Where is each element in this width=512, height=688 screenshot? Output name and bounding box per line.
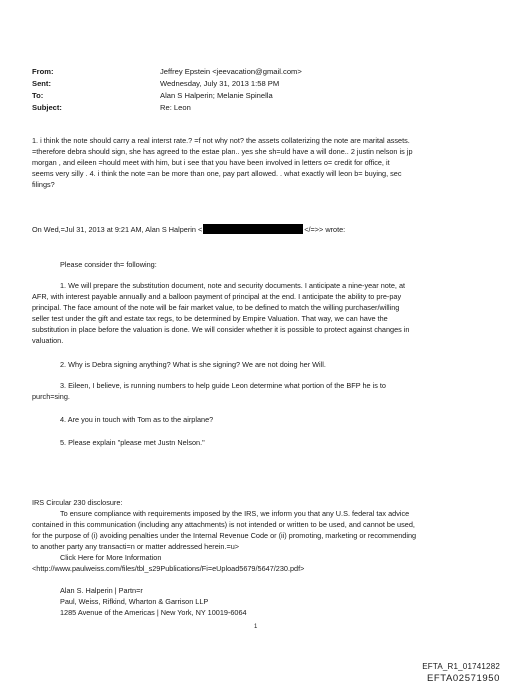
irs-line: To ensure compliance with requirements imposed by the IRS, we inform you that any U.S. federal tax advice xyxy=(60,509,410,518)
item-1-line: valuation. xyxy=(32,336,64,345)
email-header xyxy=(32,66,480,114)
quote-intro-suffix: </=>> wrote: xyxy=(304,225,346,234)
item-1-line: AFR, with interest payable annually and a balloon payment of principal at the end. I anticipate the ability to pre-pay xyxy=(32,292,402,301)
signature-line: Paul, Weiss, Rifkind, Wharton & Garrison LLP xyxy=(60,597,209,606)
quote-intro xyxy=(32,224,345,235)
item-3-line: 3. Eileen, I believe, is running numbers to help guide Leon determine what portion of the BFP he is to xyxy=(60,381,386,390)
reply-line: seems very silly . 4. i think the note =an be more than one, pay part allowed. . what exactly will leon b= buying, sec xyxy=(32,169,402,178)
signature-line: 1285 Avenue of the Americas | New York, NY 10019-6064 xyxy=(60,608,247,617)
signature-line: Alan S. Halperin | Partn=r xyxy=(60,586,143,595)
reply-paragraph xyxy=(32,135,413,190)
to-value: Alan S Halperin; Melanie Spinella xyxy=(160,91,273,100)
bates-number-primary: EFTA_R1_01741282 xyxy=(422,662,500,671)
item-1-line: principal. The face amount of the note will be fair market value, to be defined to match the willing purchaser/willing xyxy=(32,303,400,312)
page-number: 1 xyxy=(254,624,258,630)
irs-link-url: <http://www.paulweiss.com/files/tbl_s29Publications/Fi=eUpload5679/5647/230.pdf> xyxy=(32,564,305,573)
irs-line: to another party any transacti=n or matter addressed herein.=u> xyxy=(32,542,240,551)
to-label: To: xyxy=(32,91,44,100)
reply-line: =therefore debra should sign, she has agreed to the estae plan.. yes she sh=uld have a will done.. 2 justin nelson is jp xyxy=(32,147,413,156)
irs-title: IRS Circular 230 disclosure: xyxy=(32,498,123,507)
item-1-line: 1. We will prepare the substitution document, note and security documents. I anticipate a nine-year note, at xyxy=(60,281,406,290)
consider-line: Please consider th= following: xyxy=(60,260,157,269)
reply-line: morgan , and eileen =hould meet with him, but i see that you have been involved in letters o= credit for office, it xyxy=(32,158,390,167)
subject-value: Re: Leon xyxy=(160,103,191,112)
item-1-line: substitution in place before the valuation is done. We will consider whether it is possible to protect against changes in xyxy=(32,325,410,334)
sent-label: Sent: xyxy=(32,79,51,88)
signature-block xyxy=(60,585,247,618)
irs-line: contained in this communication (including any attachments) is not intended or written to be used, and cannot be used, xyxy=(32,520,415,529)
item-2: 2. Why is Debra signing anything? What is she signing? We are not doing her Will. xyxy=(60,360,326,369)
from-row xyxy=(32,66,480,78)
sent-value: Wednesday, July 31, 2013 1:58 PM xyxy=(160,79,280,88)
subject-label: Subject: xyxy=(32,103,62,112)
bates-number-secondary: EFTA02571950 xyxy=(426,673,500,684)
from-value: Jeffrey Epstein <jeevacation@gmail.com> xyxy=(160,67,302,76)
subject-row xyxy=(32,102,480,114)
irs-line: for the purpose of (i) avoiding penalties under the Internal Revenue Code or (ii) promoting, marketing or recommending xyxy=(32,531,417,540)
item-3-line: purch=sing. xyxy=(32,392,70,401)
item-4: 4. Are you in touch with Tom as to the airplane? xyxy=(60,415,214,424)
item-1-line: seller test under the gift and estate tax regs, to be determined by Empire Valuation. That way, we can have the xyxy=(32,314,388,323)
quote-intro-text: On Wed,=Jul 31, 2013 at 9:21 AM, Alan S Halperin < xyxy=(32,225,203,234)
to-row xyxy=(32,90,480,102)
reply-line: filings? xyxy=(32,180,55,189)
from-label: From: xyxy=(32,67,54,76)
irs-disclosure xyxy=(32,497,416,574)
reply-line: 1. i think the note should carry a real interst rate.? =f not why not? the assets collaterizing the note are marital assets. xyxy=(32,136,410,145)
item-3-paragraph xyxy=(32,380,386,402)
redaction-box xyxy=(203,224,303,234)
item-1-paragraph xyxy=(32,280,410,346)
item-5: 5. Please explain "please met Justn Nelson." xyxy=(60,438,205,447)
sent-row xyxy=(32,78,480,90)
irs-link-text: Click Here for More Information xyxy=(60,553,162,562)
